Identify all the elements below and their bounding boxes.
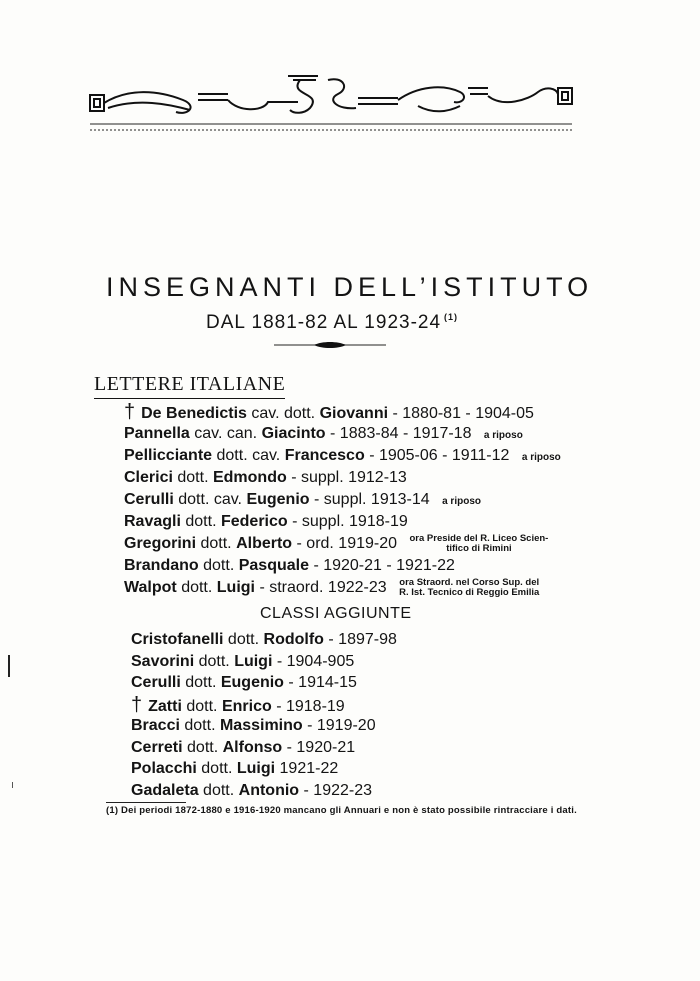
given-name: Eugenio	[220, 674, 284, 691]
footnote-text: (1) Dei periodi 1872-1880 e 1916-1920 mancano gli Annuari e non è stato possibile rintracciare i dati.	[106, 805, 577, 816]
given-name: Enrico	[221, 697, 272, 715]
titles: dott.	[203, 557, 235, 574]
entry-note	[409, 534, 548, 554]
titles: dott. cav.	[216, 447, 281, 464]
teacher-entry	[131, 759, 338, 779]
years: - 1904-905	[276, 652, 355, 670]
titles: dott.	[201, 760, 233, 777]
surname: Walpot	[124, 579, 177, 597]
given-name: Eugenio	[246, 491, 310, 508]
given-name: Antonio	[238, 781, 300, 799]
years: - suppl. 1912-13	[291, 469, 407, 486]
years: - 1919-20	[307, 717, 376, 734]
years: - ord. 1919-20	[296, 535, 398, 553]
teacher-entry	[131, 630, 397, 650]
given-name: Alberto	[236, 535, 293, 553]
years: - suppl. 1918-19	[292, 513, 408, 530]
years: - 1914-15	[288, 674, 357, 691]
years: - 1897-98	[328, 631, 397, 648]
titles: dott.	[227, 631, 260, 648]
given-name: Luigi	[234, 652, 273, 670]
titles: dott.	[200, 535, 232, 553]
teacher-entry	[131, 673, 357, 693]
footnote-rule	[106, 802, 186, 803]
years: - suppl. 1913-14	[314, 491, 430, 508]
years: - straord. 1922-23	[259, 579, 387, 597]
surname: Brandano	[124, 557, 199, 574]
titles: dott.	[185, 513, 217, 530]
teacher-entry	[124, 490, 481, 512]
given-name: Edmondo	[212, 469, 287, 486]
years: 1921-22	[279, 760, 339, 777]
surname: Cerulli	[131, 674, 181, 691]
teacher-entry	[131, 716, 376, 736]
surname: Polacchi	[131, 760, 197, 777]
given-name: Federico	[220, 513, 288, 530]
entry-note-line: ora Preside del R. Liceo Scien-	[409, 533, 549, 544]
given-name: Francesco	[284, 447, 365, 464]
teacher-entry	[124, 534, 548, 554]
page-title: INSEGNANTI DELL’ISTITUTO	[106, 272, 594, 302]
dagger-mark: †	[124, 401, 136, 423]
years: - 1880-81 - 1904-05	[392, 405, 534, 422]
surname: Cristofanelli	[131, 631, 224, 648]
teacher-entry	[131, 738, 355, 758]
margin-mark	[8, 655, 10, 677]
footnote-ref: (1)	[444, 312, 459, 322]
entry-note: a riposo	[483, 430, 523, 441]
surname: Zatti	[148, 697, 182, 715]
titles: dott. cav.	[178, 491, 242, 508]
given-name: Pasquale	[238, 557, 309, 574]
section-heading: LETTERE ITALIANE	[94, 373, 285, 399]
surname: Gregorini	[124, 535, 197, 553]
surname: De Benedictis	[141, 405, 247, 422]
subsection-heading: CLASSI AGGIUNTE	[260, 605, 412, 622]
titles: dott.	[184, 717, 216, 734]
teacher-entry	[124, 556, 455, 576]
teacher-entry	[124, 468, 407, 488]
surname: Savorini	[131, 652, 195, 670]
surname: Pellicciante	[124, 447, 213, 464]
surname: Clerici	[124, 469, 173, 486]
years: - 1920-21 - 1921-22	[313, 557, 455, 574]
entry-note-line: R. Ist. Tecnico di Reggio Emilia	[399, 587, 540, 598]
given-name: Massimino	[219, 717, 303, 734]
given-name: Giovanni	[319, 405, 389, 422]
footnote	[86, 804, 586, 817]
teacher-entry	[124, 424, 523, 446]
teacher-entry	[124, 578, 539, 598]
teacher-entry	[124, 512, 408, 532]
titles: dott.	[185, 674, 217, 691]
surname: Cerulli	[124, 491, 174, 508]
ornamental-header-border	[88, 70, 574, 140]
entry-note: a riposo	[521, 452, 561, 463]
given-name: Luigi	[236, 760, 276, 777]
surname: Bracci	[131, 717, 180, 734]
years: - 1918-19	[276, 697, 345, 715]
teacher-entry	[131, 652, 354, 672]
decorative-dash	[274, 340, 386, 350]
subtitle-text: DAL 1881-82 AL 1923-24	[206, 312, 442, 333]
given-name: Rodolfo	[263, 631, 324, 648]
given-name: Luigi	[216, 579, 255, 597]
entry-note-line: tifico di Rimini	[446, 543, 512, 554]
surname: Gadaleta	[131, 781, 199, 799]
margin-mark	[12, 782, 13, 788]
years: - 1922-23	[303, 781, 373, 799]
titles: dott.	[177, 469, 209, 486]
titles: dott.	[181, 579, 213, 597]
page-subtitle	[206, 312, 458, 334]
teacher-entry	[131, 781, 372, 801]
years: - 1905-06 - 1911-12	[369, 447, 510, 464]
titles: cav. can.	[194, 425, 258, 442]
dagger-mark: †	[131, 693, 143, 716]
surname: Cerreti	[131, 738, 183, 756]
entry-note	[399, 578, 539, 598]
surname: Pannella	[124, 425, 190, 442]
years: - 1883-84 - 1917-18	[330, 425, 472, 442]
teacher-entry	[124, 402, 534, 424]
surname: Ravagli	[124, 513, 181, 530]
teacher-entry	[131, 695, 345, 717]
years: - 1920-21	[286, 738, 356, 756]
titles: dott.	[198, 652, 230, 670]
titles: cav. dott.	[251, 405, 316, 422]
titles: dott.	[187, 738, 219, 756]
teacher-entry	[124, 446, 561, 468]
titles: dott.	[203, 781, 235, 799]
titles: dott.	[186, 697, 218, 715]
entry-note-line: ora Straord. nel Corso Sup. del	[399, 577, 540, 588]
entry-note: a riposo	[442, 496, 481, 507]
given-name: Alfonso	[222, 738, 283, 756]
given-name: Giacinto	[261, 425, 326, 442]
